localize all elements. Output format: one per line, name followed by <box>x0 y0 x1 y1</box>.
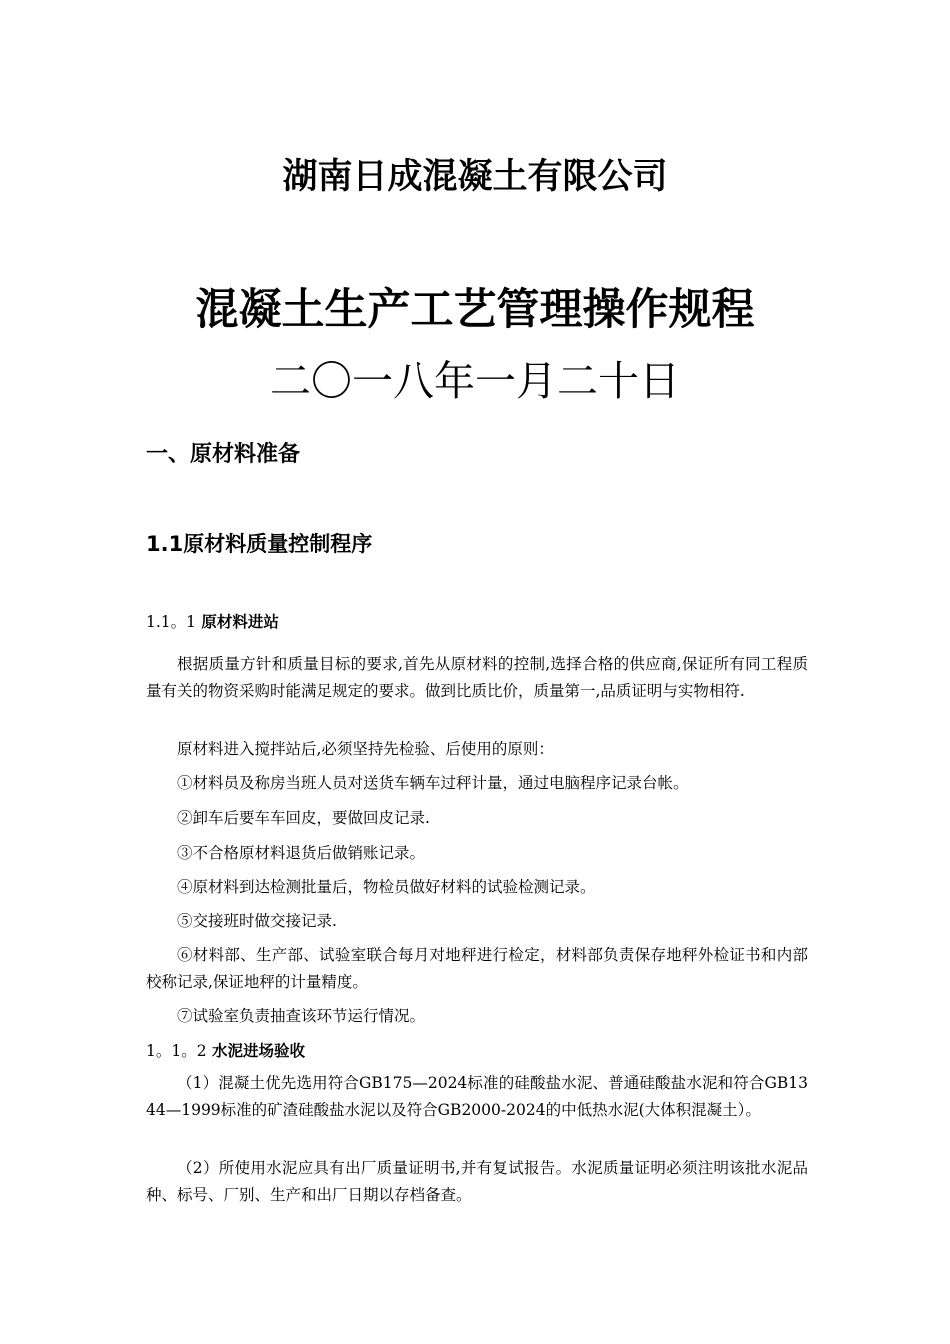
paragraph: （2）所使用水泥应具有出厂质量证明书,并有复试报告。水泥质量证明必须注明该批水泥品种、标号、厂别、生产和出厂日期以存档备查。 <box>146 1159 808 1204</box>
item-number: 1。1。2 <box>146 1042 207 1060</box>
company-name: 湖南日成混凝土有限公司 <box>282 157 668 197</box>
list-item: ③不合格原材料退货后做销账记录。 <box>177 844 426 862</box>
item-title: 原材料进站 <box>201 613 279 631</box>
item-number: 1.1。1 <box>146 613 197 631</box>
list-item: ①材料员及称房当班人员对送货车辆车过秤计量，通过电脑程序记录台帐。 <box>177 774 689 792</box>
list-item: ④原材料到达检测批量后，物检员做好材料的试验检测记录。 <box>177 878 596 896</box>
item-heading-raw-material-entry <box>146 609 279 635</box>
paragraph: （1）混凝土优先选用符合GB175—2024标准的硅酸盐水泥、普通硅酸盐水泥和符合GB1344—1999标准的矿渣硅酸盐水泥以及符合GB2000-2024的中低热水泥(大体积混凝土）。 <box>146 1074 808 1119</box>
list-item: ⑤交接班时做交接记录. <box>177 912 337 930</box>
item-title: 水泥进场验收 <box>212 1042 306 1060</box>
list-item: ②卸车后要车车回皮，要做回皮记录. <box>177 809 430 827</box>
document-date: 二〇一八年一月二十日 <box>270 357 680 405</box>
subsection-heading: 1.1原材料质量控制程序 <box>146 532 373 556</box>
document-title: 混凝土生产工艺管理操作规程 <box>195 285 755 335</box>
section-heading: 一、原材料准备 <box>146 442 301 467</box>
paragraph: 原材料进入搅拌站后,必须坚持先检验、后使用的原则： <box>177 740 554 758</box>
list-item: ⑥材料部、生产部、试验室联合每月对地秤进行检定，材料部负责保存地秤外检证书和内部校称记录,保证地秤的计量精度。 <box>146 946 808 991</box>
paragraph: 根据质量方针和质量目标的要求,首先从原材料的控制,选择合格的供应商,保证所有同工程质量有关的物资采购时能满足规定的要求。做到比质比价，质量第一,品质证明与实物相符. <box>146 655 808 700</box>
list-item: ⑦试验室负责抽查该环节运行情况。 <box>177 1007 426 1025</box>
item-heading-cement-acceptance <box>146 1038 305 1064</box>
